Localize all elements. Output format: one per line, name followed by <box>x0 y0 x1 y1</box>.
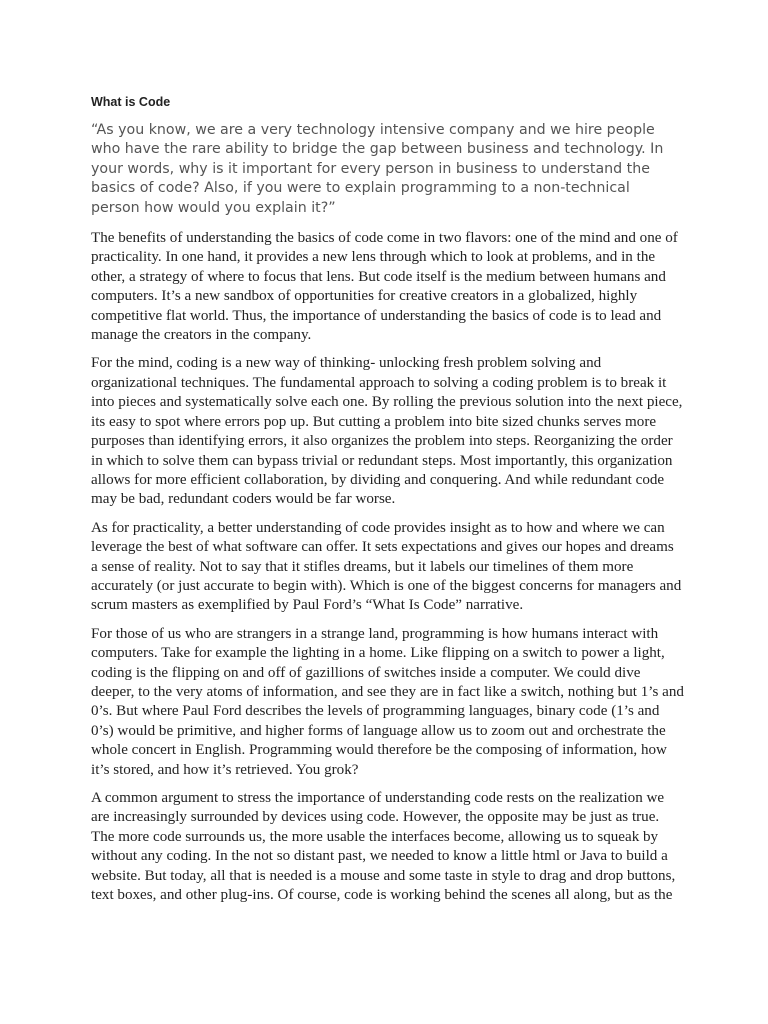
prompt-quote: “As you know, we are a very technology intensive company and we hire people who have the rare ability to bridge the gap between business and technology. In your words, why is it important for every person in business to understand the basics of code? Also, if you were to explain programming to a non-technical person how would you explain it?” <box>91 122 664 216</box>
paragraph-practicality: As for practicality, a better understanding of code provides insight as to how and where we can leverage the best of what software can offer. It sets expectations and gives our hopes and dreams a sense of reality. Not to say that it stifles dreams, but it labels our timelines of them more accurately (or just accurate to begin with). Which is one of the biggest concerns for managers and scrum masters as exemplified by Paul Ford’s “What Is Code” narrative. <box>91 519 682 614</box>
paragraph-common-argument: A common argument to stress the importance of understanding code rests on the realization we are increasingly surrounded by devices using code. However, the opposite may be just as true. The more code surrounds us, the more usable the interfaces become, allowing us to squeak by without any coding. In the not so distant past, we needed to know a little html or Java to build a website. But today, all that is needed is a mouse and some taste in style to drag and drop buttons, text boxes, and other plug-ins. Of course, code is working behind the scenes all along, but as the <box>91 790 676 904</box>
document-title: What is Code <box>91 95 171 109</box>
paragraph-mind: For the mind, coding is a new way of thinking- unlocking fresh problem solving and organizational techniques. The fundamental approach to solving a coding problem is to break it into pieces and systematically solve each one. By rolling the previous solution into the next piece, its easy to spot where errors pop up. But cutting a problem into bite sized chunks serves more purposes than identifying errors, it also organizes the problem into steps. Reorganizing the order in which to solve them can bypass trivial or redundant steps. Most importantly, this organization allows for more efficient collaboration, by dividing and conquering. And while redundant code may be bad, redundant coders would be far worse. <box>91 355 683 508</box>
paragraph-benefits: The benefits of understanding the basics of code come in two flavors: one of the mind and one of practicality. In one hand, it provides a new lens through which to look at problems, and in the other, a strategy of where to focus that lens. But code itself is the medium between humans and computers. It’s a new sandbox of opportunities for creative creators in a globalized, highly competitive flat world. Thus, the importance of understanding the basics of code is to lead and manage the creators in the company. <box>91 230 678 344</box>
paragraph-strangers: For those of us who are strangers in a strange land, programming is how humans interact with computers. Take for example the lighting in a home. Like flipping on a switch to power a light, coding is the flipping on and off of gazillions of switches inside a computer. We could dive deeper, to the very atoms of information, and see they are in fact like a switch, nothing but 1’s and 0’s. But where Paul Ford describes the levels of programming languages, binary code (1’s and 0’s) would be primitive, and higher forms of language allow us to zoom out and orchestrate the whole concert in English. Programming would therefore be the composing of information, how it’s stored, and how it’s retrieved. You grok? <box>91 625 684 778</box>
